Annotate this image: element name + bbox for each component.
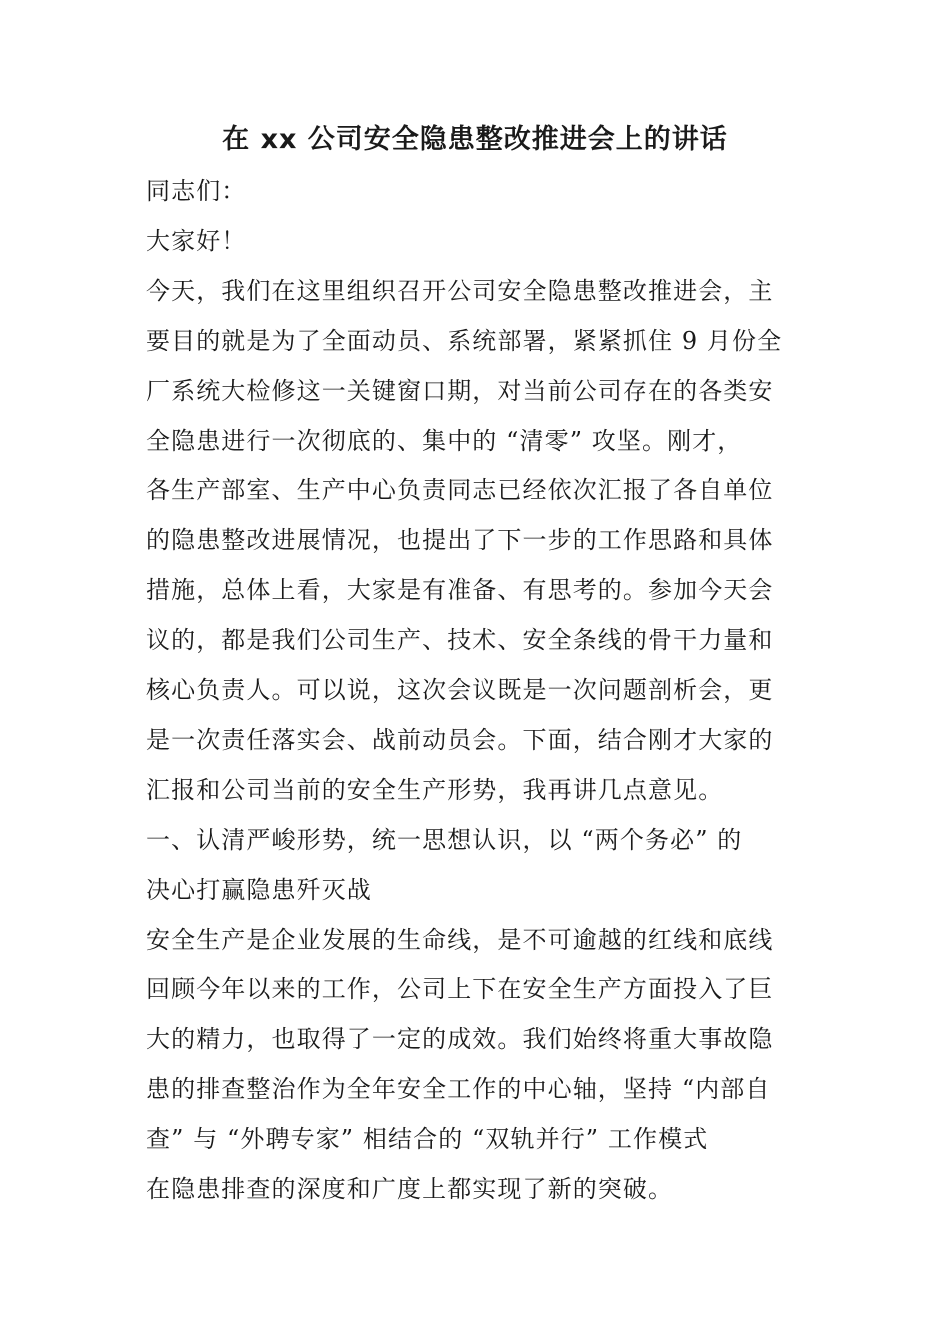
- text-line: 一、认清严峻形势，统一思想认识，以 “两个务必” 的: [146, 825, 743, 854]
- text-line: 决心打赢隐患歼灭战: [146, 875, 372, 904]
- text-line: 汇报和公司当前的安全生产形势，我再讲几点意见。: [146, 775, 724, 804]
- text-line: 全隐患进行一次彻底的、集中的 “清零” 攻坚。刚才，: [146, 426, 743, 455]
- text-line: 厂系统大检修这一关键窗口期，对当前公司存在的各类安: [146, 376, 774, 405]
- text-line: 是一次责任落实会、战前动员会。下面，结合刚才大家的: [146, 725, 774, 754]
- text-line: 措施，总体上看，大家是有准备、有思考的。参加今天会: [146, 576, 774, 605]
- text-line: 要目的就是为了全面动员、系统部署，紧紧抓住 9 月份全: [146, 326, 783, 355]
- text-line: 在隐患排查的深度和广度上都实现了新的突破。: [146, 1175, 674, 1203]
- text-line: 的隐患整改进展情况，也提出了下一步的工作思路和具体: [146, 526, 774, 555]
- text-line: 各生产部室、生产中心负责同志已经依次汇报了各自单位: [146, 476, 774, 505]
- text-line: 同志们：: [146, 177, 247, 205]
- text-line: 大家好！: [146, 226, 247, 255]
- text-line: 议的，都是我们公司生产、技术、安全条线的骨干力量和: [146, 626, 774, 655]
- text-line: 核心负责人。可以说，这次会议既是一次问题剖析会，更: [146, 676, 774, 704]
- document-title: 在 xx 公司安全隐患整改推进会上的讲话: [222, 124, 728, 155]
- text-line: 今天，我们在这里组织召开公司安全隐患整改推进会，主: [146, 276, 774, 305]
- text-line: 大的精力，也取得了一定的成效。我们始终将重大事故隐: [146, 1025, 774, 1054]
- text-line: 安全生产是企业发展的生命线，是不可逾越的红线和底线: [146, 925, 774, 954]
- text-line: 查” 与 “外聘专家” 相结合的 “双轨并行” 工作模式: [146, 1125, 709, 1154]
- text-line: 患的排查整治作为全年安全工作的中心轴，坚持 “内部自: [146, 1075, 771, 1104]
- text-line: 回顾今年以来的工作，公司上下在安全生产方面投入了巨: [146, 975, 774, 1004]
